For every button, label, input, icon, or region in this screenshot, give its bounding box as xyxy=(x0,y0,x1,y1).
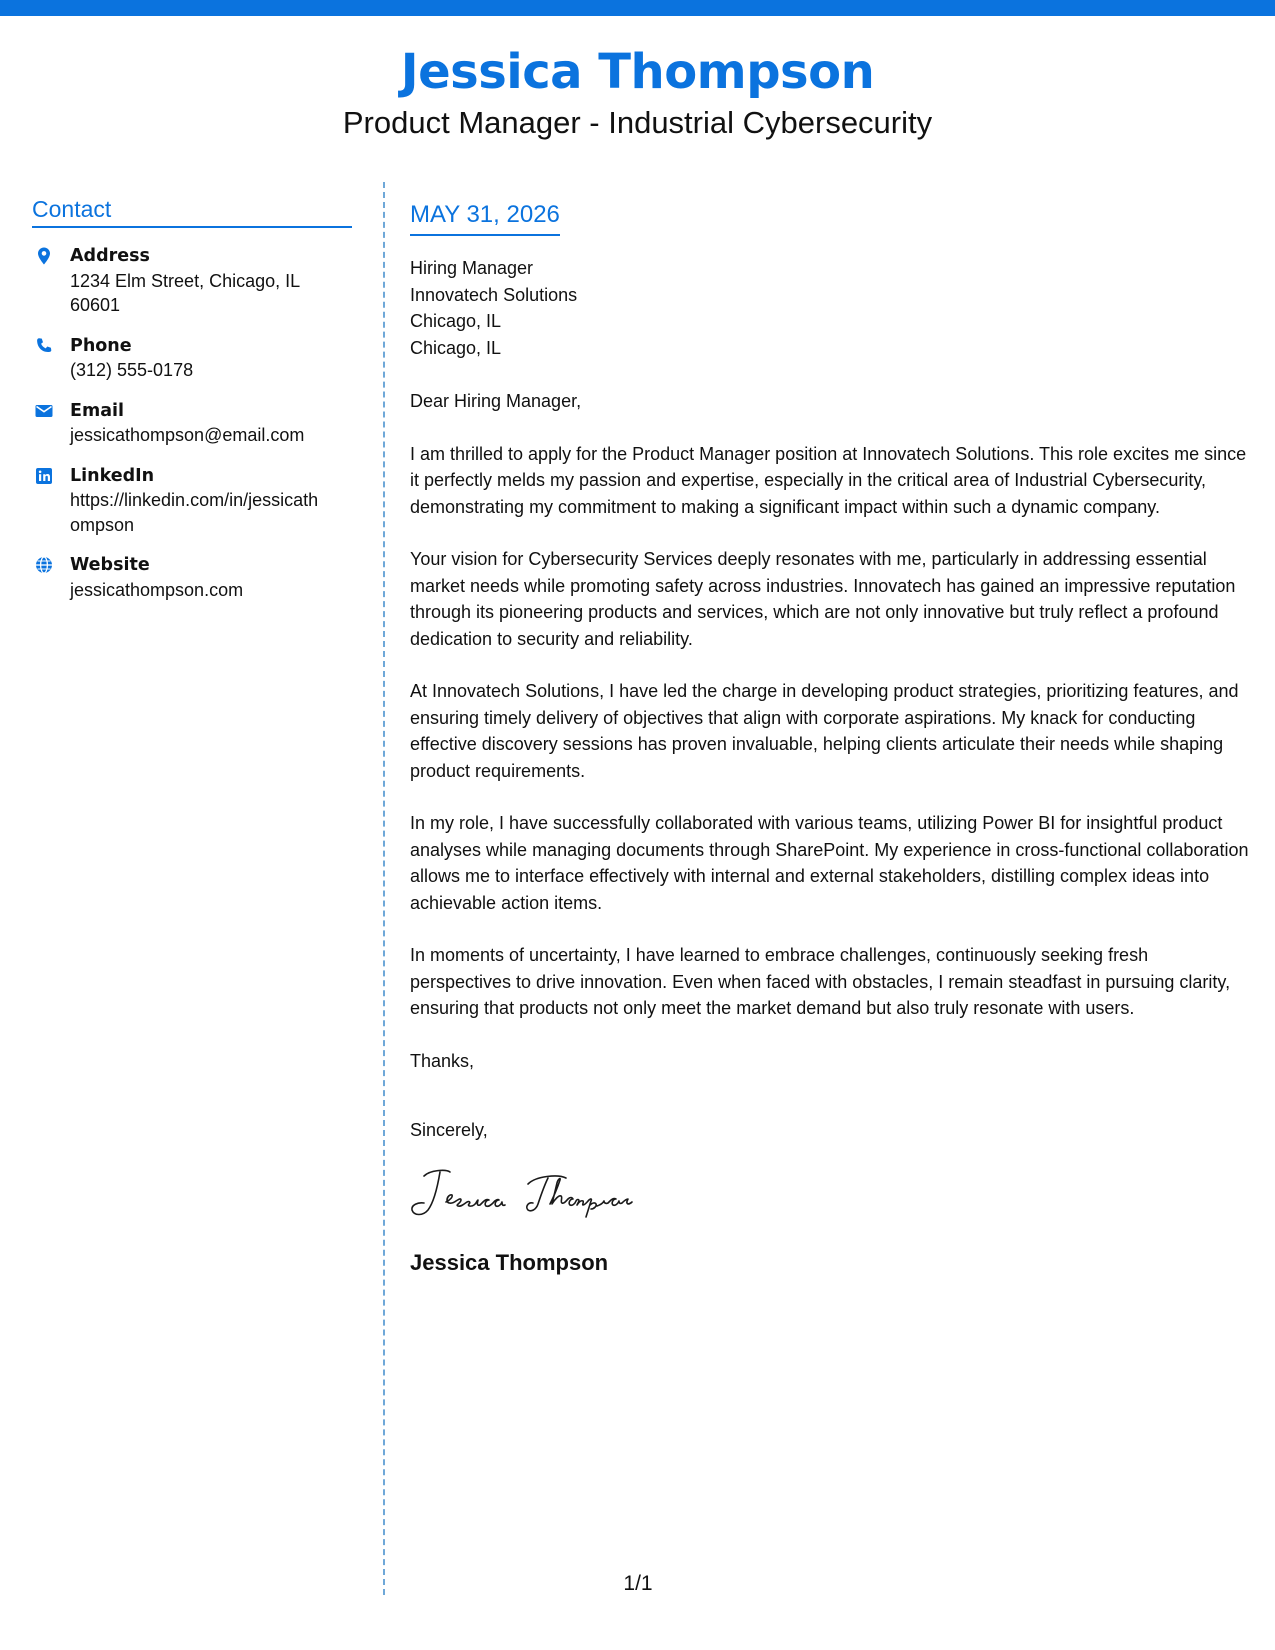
envelope-icon xyxy=(34,401,54,421)
recipient-line: Chicago, IL xyxy=(410,311,502,331)
recipient-block xyxy=(410,255,1250,361)
top-accent-bar xyxy=(0,0,1275,16)
recipient-line: Innovatech Solutions xyxy=(410,284,578,305)
handwritten-signature xyxy=(410,1164,680,1224)
letter-body xyxy=(410,198,1250,1277)
signed-name: Jessica Thompson xyxy=(410,1250,609,1275)
page-number: 1/1 xyxy=(623,1572,653,1595)
body-paragraph: Your vision for Cybersecurity Services deeply resonates with me, particularly in addressing essential market needs while promoting safety across industries. Innovatech has gained an impressive reputation through its pioneering products and services, which are not only innovative but truly reflect a profound dedication to security and reliability. xyxy=(410,549,1236,649)
globe-icon xyxy=(34,555,54,575)
body-paragraph: In moments of uncertainty, I have learned to embrace challenges, continuously seeking fresh perspectives to drive innovation. Even when faced with obstacles, I remain steadfast in pursuing clarity, ensuring that products not only meet the market demand but also truly resonate with users. xyxy=(410,945,1231,1018)
column-divider xyxy=(383,182,385,1595)
contact-sidebar xyxy=(32,195,352,602)
recipient-line: Hiring Manager xyxy=(410,258,534,278)
contact-linkedin xyxy=(32,464,352,538)
page-header xyxy=(0,40,1275,142)
linkedin-url-line[interactable]: https://linkedin.com/in/jessicath xyxy=(70,490,319,510)
contact-label: Address xyxy=(70,246,150,266)
body-paragraph: I am thrilled to apply for the Product Manager position at Innovatech Solutions. This role excites me since it perfectly melds my passion and expertise, especially in the critical area of Industrial Cybersecurity, demonstrating my commitment to making a significant impact within such a dynamic company. xyxy=(410,443,1247,517)
address-line: 60601 xyxy=(70,295,121,315)
linkedin-url-line[interactable]: ompson xyxy=(70,514,135,535)
closing-line: Sincerely, xyxy=(410,1120,488,1140)
contact-heading: Contact xyxy=(32,195,352,228)
contact-phone xyxy=(32,334,352,383)
phone-value[interactable]: (312) 555-0178 xyxy=(70,360,194,380)
linkedin-icon xyxy=(34,466,54,486)
letter-date: MAY 31, 2026 xyxy=(410,198,560,236)
contact-address xyxy=(32,244,352,318)
applicant-job-title: Product Manager - Industrial Cybersecurity xyxy=(342,105,933,140)
contact-label: Phone xyxy=(70,335,132,356)
email-value[interactable]: jessicathompson@email.com xyxy=(70,425,305,445)
contact-label: Website xyxy=(70,555,150,575)
body-paragraph: At Innovatech Solutions, I have led the charge in developing product strategies, prioritizing features, and ensuring timely delivery of objectives that align with corporate aspirations. My knack for conducting effective discovery sessions has proven invaluable, helping clients articulate their needs while shaping product requirements. xyxy=(410,681,1239,781)
website-value[interactable]: jessicathompson.com xyxy=(70,579,244,600)
address-line: 1234 Elm Street, Chicago, IL xyxy=(70,270,301,291)
contact-label: Email xyxy=(70,400,124,421)
salutation: Dear Hiring Manager, xyxy=(410,391,582,411)
contact-label: LinkedIn xyxy=(70,465,155,486)
map-pin-icon xyxy=(34,246,54,266)
thanks-line: Thanks, xyxy=(410,1050,475,1071)
contact-website xyxy=(32,553,352,602)
applicant-name: Jessica Thompson xyxy=(400,44,875,100)
phone-icon xyxy=(34,336,54,356)
recipient-line: Chicago, IL xyxy=(410,337,502,358)
body-paragraph: In my role, I have successfully collaborated with various teams, utilizing Power BI for insightful product analyses while managing documents through SharePoint. My experience in cross-functional collaboration allows me to interface effectively with internal and external stakeholders, distilling complex ideas into achievable action items. xyxy=(410,813,1249,913)
contact-email xyxy=(32,399,352,448)
